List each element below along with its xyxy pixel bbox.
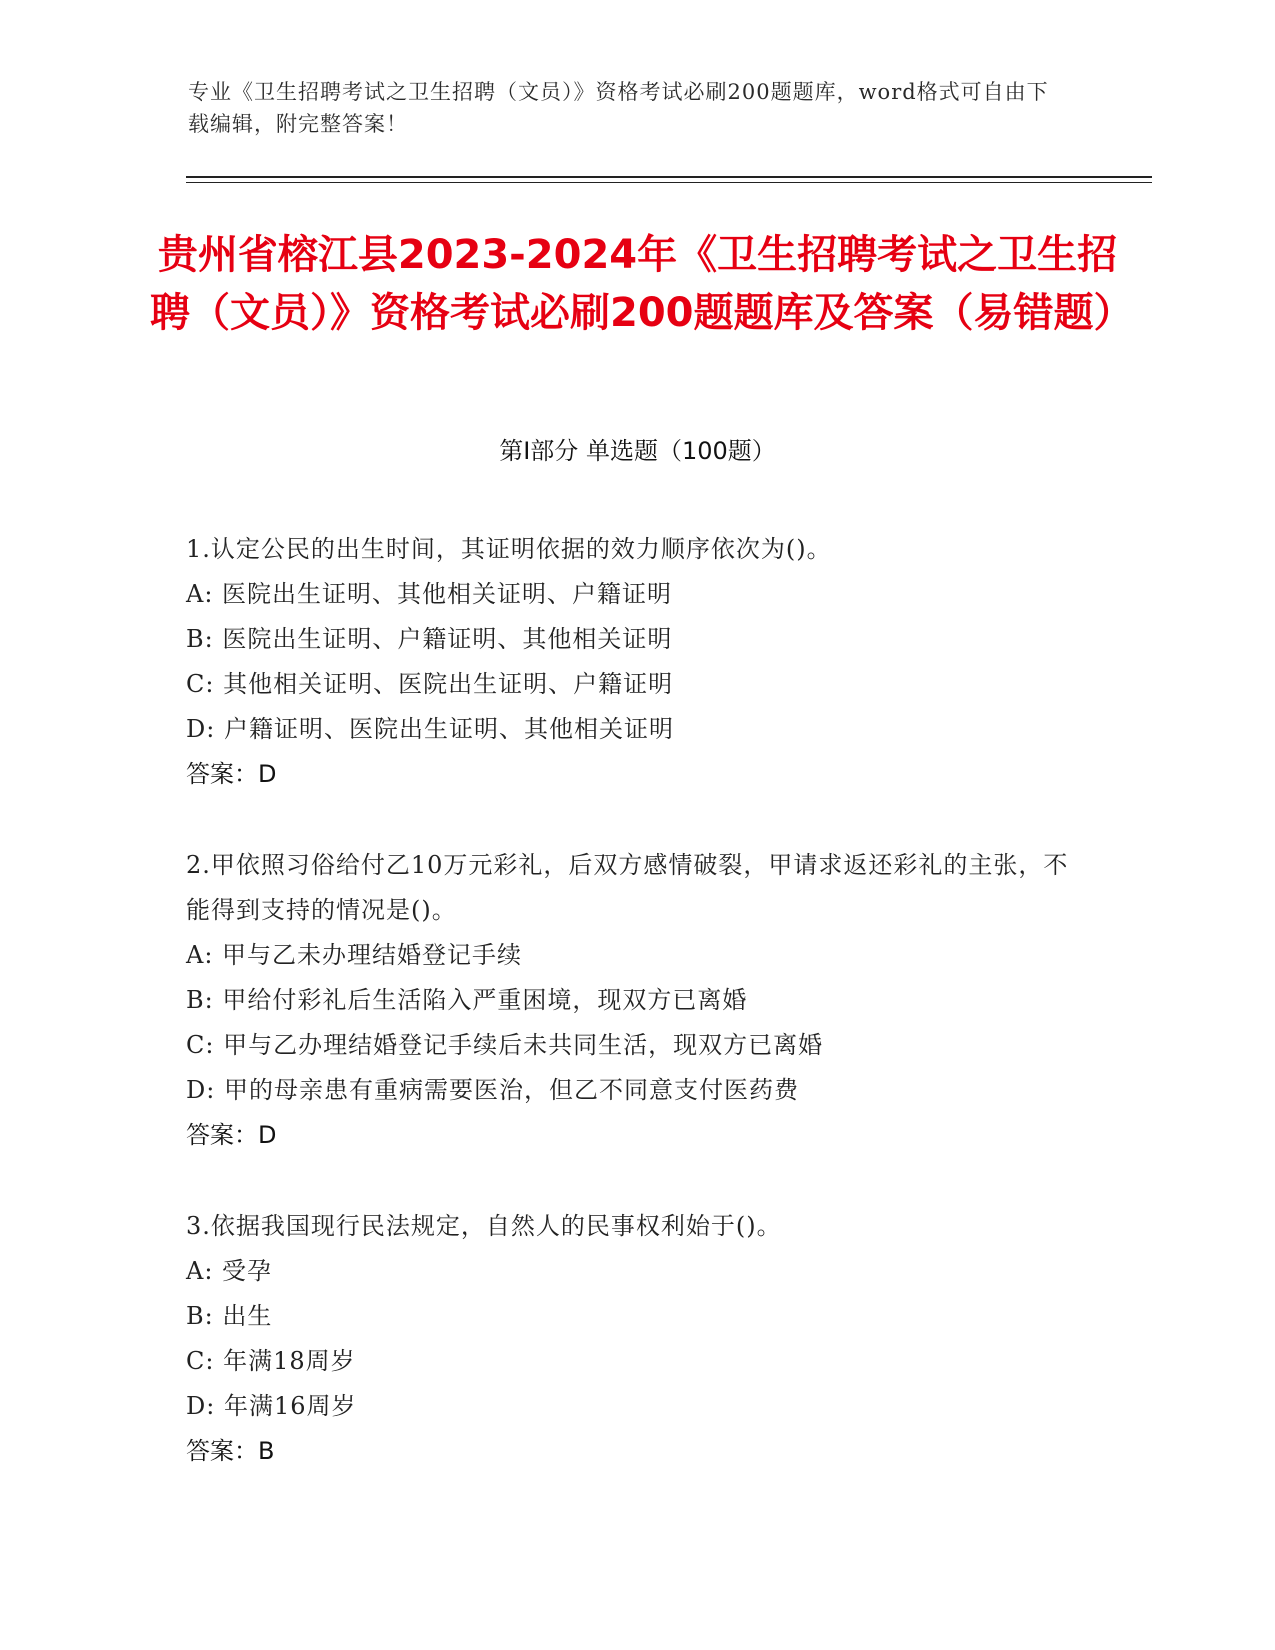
header-note: 专业《卫生招聘考试之卫生招聘（文员）》资格考试必刷200题题库，word格式可自由下载编辑，附完整答案！ — [188, 80, 1049, 136]
option-d: D: 甲的母亲患有重病需要医治，但乙不同意支付医药费 — [186, 1076, 799, 1104]
question-1 — [186, 527, 1076, 797]
option-a: A: 医院出生证明、其他相关证明、户籍证明 — [186, 580, 673, 608]
answer-line: 答案：B — [186, 1437, 275, 1465]
answer-line: 答案：D — [186, 760, 277, 788]
option-c: C: 其他相关证明、医院出生证明、户籍证明 — [186, 670, 674, 698]
option-c: C: 甲与乙办理结婚登记手续后未共同生活，现双方已离婚 — [186, 1031, 824, 1059]
document-title: 贵州省榕江县2023-2024年《卫生招聘考试之卫生招聘（文员）》资格考试必刷200题题库及答案（易错题） — [150, 232, 1134, 336]
question-stem: 3.依据我国现行民法规定，自然人的民事权利始于()。 — [186, 1212, 782, 1240]
option-a: A: 受孕 — [186, 1257, 273, 1285]
question-2 — [186, 843, 1076, 1158]
header-divider — [186, 176, 1152, 178]
question-list — [186, 527, 1076, 1520]
question-stem: 2.甲依照习俗给付乙10万元彩礼，后双方感情破裂，甲请求返还彩礼的主张，不能得到支持的情况是()。 — [186, 851, 1069, 924]
option-b: B: 出生 — [186, 1302, 273, 1330]
option-b: B: 医院出生证明、户籍证明、其他相关证明 — [186, 625, 673, 653]
header-divider-thin — [186, 182, 1152, 183]
option-b: B: 甲给付彩礼后生活陷入严重困境，现双方已离婚 — [186, 986, 748, 1014]
option-c: C: 年满18周岁 — [186, 1347, 356, 1375]
option-a: A: 甲与乙未办理结婚登记手续 — [186, 941, 523, 969]
question-3 — [186, 1204, 1076, 1474]
question-stem: 1.认定公民的出生时间，其证明依据的效力顺序依次为()。 — [186, 535, 832, 563]
option-d: D: 年满16周岁 — [186, 1392, 357, 1420]
answer-line: 答案：D — [186, 1121, 277, 1149]
section-title: 第Ⅰ部分 单选题（100题） — [499, 437, 776, 465]
option-d: D: 户籍证明、医院出生证明、其他相关证明 — [186, 715, 674, 743]
